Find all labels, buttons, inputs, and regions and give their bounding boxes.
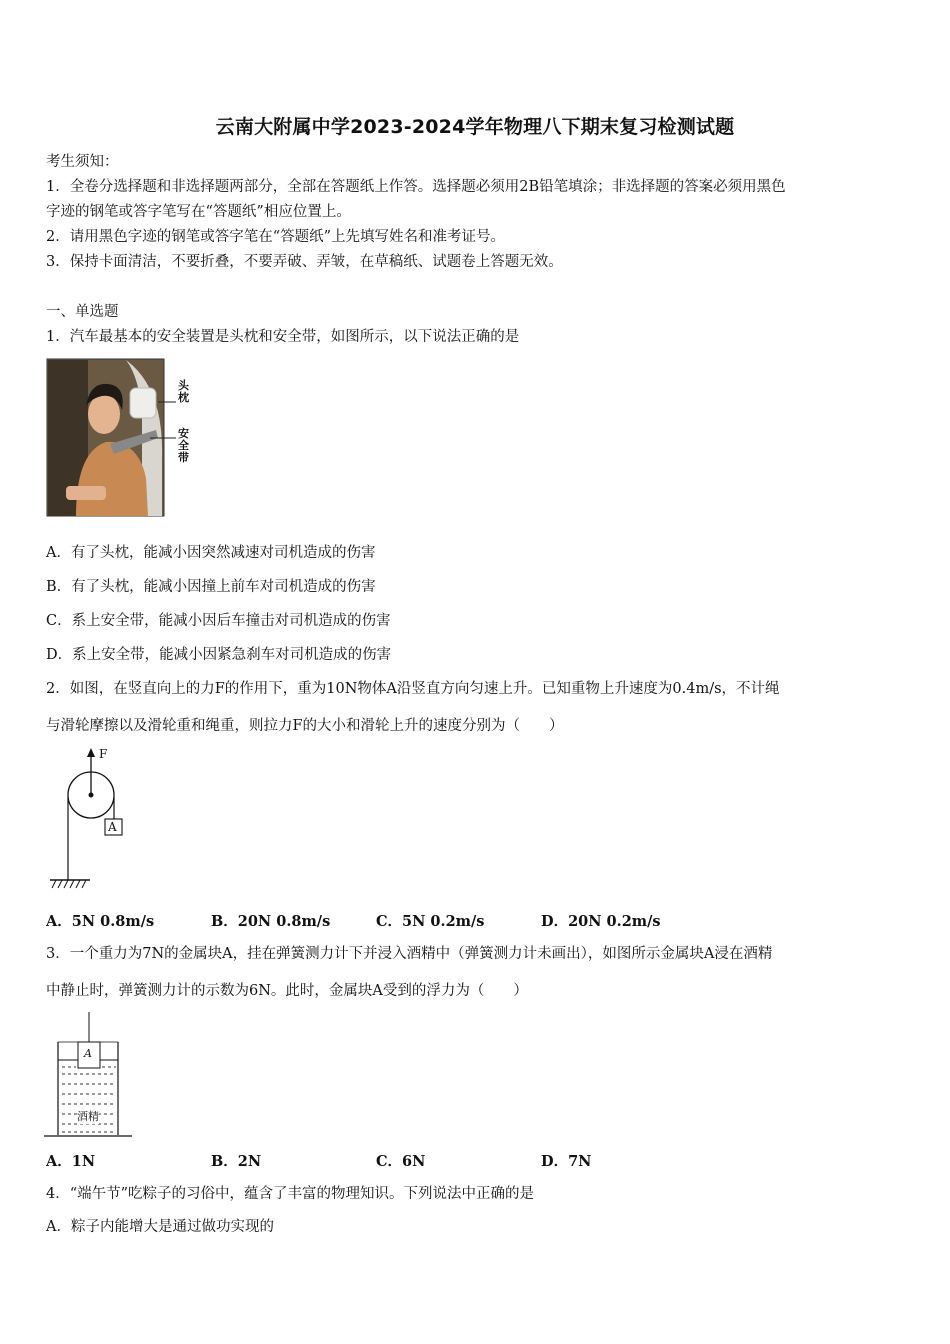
q2-option-b: B．20N 0.8m/s bbox=[211, 913, 331, 930]
q3-option-c: C．6N bbox=[376, 1153, 426, 1170]
notice-item-2: 2．请用黑色字迹的钢笔或答字笔在“答题纸”上先填写姓名和准考证号。 bbox=[46, 229, 506, 245]
q3-option-b: B．2N bbox=[211, 1153, 262, 1170]
q3-option-a: A．1N bbox=[46, 1153, 96, 1170]
page-title: 云南大附属中学2023-2024学年物理八下期末复习检测试题 bbox=[215, 116, 735, 138]
q3-stem-line2: 中静止时，弹簧测力计的示数为6N。此时，金属块A受到的浮力为（ ） bbox=[46, 983, 528, 999]
q4-stem: 4．“端午节”吃粽子的习俗中，蕴含了丰富的物理知识。下列说法中正确的是 bbox=[46, 1186, 535, 1202]
q1-option-c: C．系上安全带，能减小因后车撞击对司机造成的伤害 bbox=[46, 613, 391, 629]
seatbelt-label: 安全带 bbox=[178, 427, 189, 464]
q1-figure-photo bbox=[46, 358, 196, 518]
q3-beaker-figure bbox=[44, 1012, 136, 1140]
metal-block-label: A bbox=[84, 1047, 92, 1060]
q2-stem-line1: 2．如图，在竖直向上的力F的作用下，重为10N物体A沿竖直方向匀速上升。已知重物上升速度为0.4m/s，不计绳 bbox=[46, 681, 780, 697]
q1-stem: 1．汽车最基本的安全装置是头枕和安全带，如图所示，以下说法正确的是 bbox=[46, 329, 520, 345]
q3-stem-line1: 3．一个重力为7N的金属块A，挂在弹簧测力计下并浸入酒精中（弹簧测力计未画出），如图所示金属块A浸在酒精 bbox=[46, 946, 773, 962]
q2-pulley-figure bbox=[44, 745, 134, 895]
q1-option-b: B．有了头枕，能减小因撞上前车对司机造成的伤害 bbox=[46, 579, 376, 595]
notice-item-1: 1．全卷分选择题和非选择题两部分，全部在答题纸上作答。选择题必须用2B铅笔填涂；非选择题的答案必须用黑色 bbox=[46, 179, 786, 195]
q1-option-d: D．系上安全带，能减小因紧急刹车对司机造成的伤害 bbox=[46, 647, 392, 663]
q4-option-a: A．粽子内能增大是通过做功实现的 bbox=[46, 1219, 274, 1235]
q1-option-a: A．有了头枕，能减小因突然减速对司机造成的伤害 bbox=[46, 545, 376, 561]
notice-heading: 考生须知： bbox=[46, 154, 119, 170]
headrest-label: 头枕 bbox=[178, 379, 189, 404]
q3-option-d: D．7N bbox=[541, 1153, 592, 1170]
q2-stem-line2: 与滑轮摩擦以及滑轮重和绳重，则拉力F的大小和滑轮上升的速度分别为（ ） bbox=[46, 718, 564, 734]
section-heading: 一、单选题 bbox=[46, 304, 119, 320]
block-a-label: A bbox=[108, 820, 117, 834]
q2-option-a: A．5N 0.8m/s bbox=[46, 913, 155, 930]
alcohol-label: 酒精 bbox=[77, 1110, 99, 1123]
notice-item-1-cont: 字迹的钢笔或答字笔写在“答题纸”相应位置上。 bbox=[46, 204, 351, 220]
q2-option-c: C．5N 0.2m/s bbox=[376, 913, 485, 930]
notice-item-3: 3．保持卡面清洁，不要折叠，不要弄破、弄皱，在草稿纸、试题卷上答题无效。 bbox=[46, 254, 563, 270]
q2-option-d: D．20N 0.2m/s bbox=[541, 913, 661, 930]
force-label: F bbox=[99, 747, 108, 761]
